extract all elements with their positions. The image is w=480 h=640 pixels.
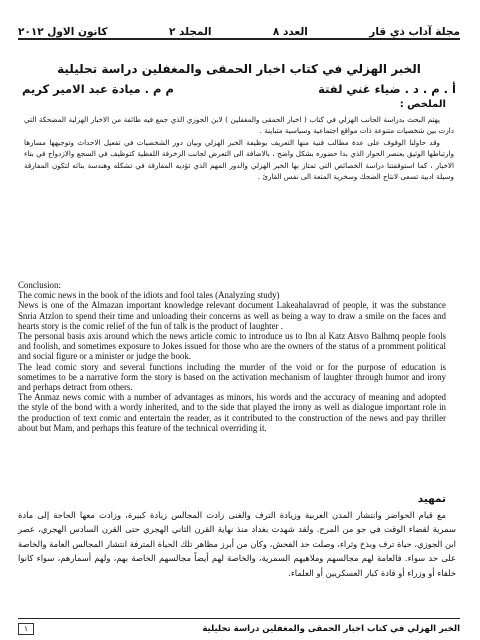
volume-number: المجلد ٢ xyxy=(168,26,212,38)
english-abstract-paragraph: News is one of the Almazan important knowledge relevant document Lakeahalavrad of people, it was the substance Snria Atzlon to spend their time and unloading their concerns as well as being a way to draw a smile on the faces and hearts story is the comic relief of the fun of talk is the product of laughter . xyxy=(18,300,446,331)
author-line xyxy=(18,82,460,96)
english-abstract xyxy=(18,280,446,433)
page-number: ١ xyxy=(18,623,34,635)
english-abstract-heading: Conclusion: xyxy=(18,280,61,290)
english-abstract-paragraph: The Anmaz news comic with a number of advantages as minors, his words and the accuracy of meaning and adopted the style of the bond with a wordy inherited, and to the side that played the irony as well as dialogue important role in the production of text comic and entertain the reader, as it contributed to the construction of the news and pay thriller about but Mam, and perhaps this feature of the technical overriding it. xyxy=(18,392,446,433)
intro-section xyxy=(18,508,456,580)
author-2: م م . ميادة عبد الامير كريم xyxy=(22,82,174,96)
english-abstract-paragraph: The lead comic story and several functions including the murder of the void or for the purpose of education is sometimes to be a narrative form the story is based on the activation mechanism of laughter through humor and irony and perhaps detract from others. xyxy=(18,361,446,393)
footer-divider xyxy=(18,618,460,619)
footer-running-title: الخبر الهزلي في كتاب اخبار الحمقى والمغفلين دراسة تحليلية xyxy=(202,624,460,634)
arabic-abstract-paragraph: وقد حاولنا الوقوف على عدة مطالب فنية منها التعريف بوظيفة الخبر الهزلي وبيان دور الشخصيات في تفعيل الاحداث وتوجيهها مسارها وارتباطها الوثيق بعنصر الحوار الذي بدا حضوره بشكل واضح ، بالاضافة الى التعرض لجانب الزخرفة اللفظية كتوظيف في السجع والازدواج في بناء الاخبار ، كما استوقفتنا دراسة الخصائص التي تمتاز بها الخبر الهزلي والدور المهم الذي تؤديه المفارقة في تشكله وهندسة بنائه لتكون المفارقة وسيلة ادبية تسعى لانتاج الضحك وسخرية المتعة الى نفس القارئ . xyxy=(24,137,454,182)
intro-heading: تمهيد xyxy=(417,493,446,505)
intro-paragraph: مع قيام الحواضر وانتشار المدن العربية وزيادة الترف والغنى زادت المجالس زيادة كبيرة، وزادت معها الحاجة إلى مادة سمرية لقضاء الوقت في جو من المرح. ولقد شهدت بغداد منذ نهاية القرن الثاني الهجري حتى القرن السادس الهجري، عصر ابن الجوزي، حياة ترف وبذخ وثراء، وصلت حد الفحش، وكان من أبرز مظاهر تلك الحياة المترفة انتشار المجالس العامة والخاصة على حد سواء. فالعامة لهم مجالسهم وملاهيهم السمرية، والخاصة لهم أيضاً مجالسهم الخاصة بهم، ولهم أسمارهم، سواء كانوا خلفاء أو وزراء أو قادة كبار العسكريين أو العلماء. xyxy=(18,510,456,578)
arabic-abstract-paragraph: يهتم البحث بدراسة الجانب الهزلي في كتاب ( اخبار الحمقى والمغفلين ) لابن الجوزي الذي جمع فيه طائفة من الاخبار الهزلية المضحكة التي دارت بين شخصيات متنوعة ذات مواقع اجتماعية وسياسية متباينة . xyxy=(24,115,454,136)
english-abstract-subtitle: The comic news in the book of the idiots and fool tales (Analyzing study) xyxy=(18,290,280,301)
article-title: الخبر الهزلي في كتاب اخبار الحمقى والمغفلين دراسة تحليلية xyxy=(57,62,421,76)
issue-number: العدد ٨ xyxy=(272,26,308,38)
author-1: أ . م . د . ضياء غني لفتة xyxy=(318,82,456,96)
running-footer xyxy=(18,622,460,636)
arabic-abstract xyxy=(24,114,454,182)
issue-date: كانون الاول ٢٠١٢ xyxy=(18,26,108,38)
running-header xyxy=(18,22,460,40)
english-abstract-paragraph: The personal basis axis around which the news article comic to introduce us to Ibn al Katz Atsvo Balhmq people fools and foolish, and sometimes exposure to Jokes issued for those who are the owners of the status of a promment political and social figure or a minister or judge the book. xyxy=(18,331,446,362)
journal-name: مجلة آداب ذي قار xyxy=(369,26,460,38)
arabic-abstract-heading: الملخص : xyxy=(399,99,446,110)
